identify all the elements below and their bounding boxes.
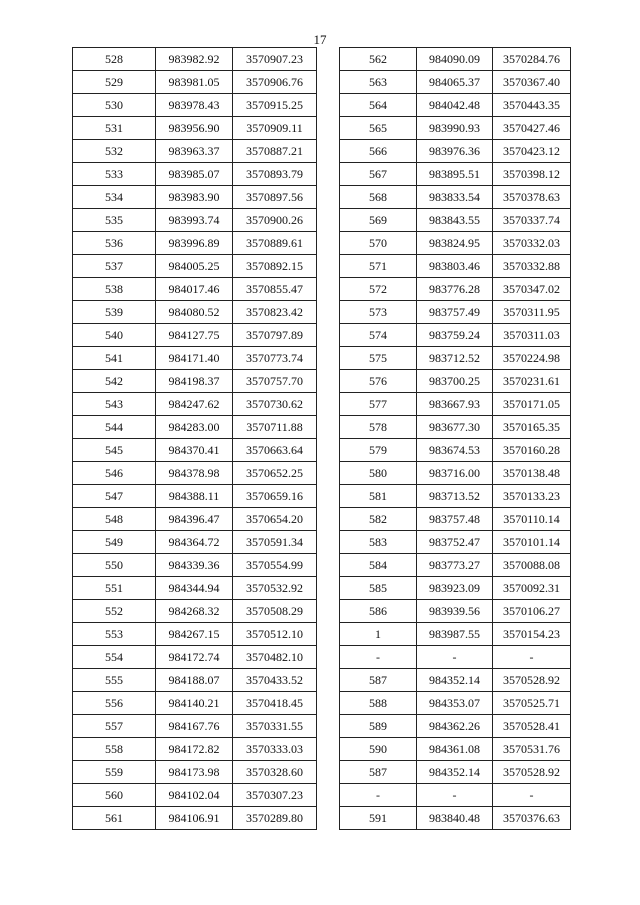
point-number-cell: 546: [73, 462, 156, 485]
x-coordinate-cell: 983981.05: [156, 71, 233, 94]
table-row: [73, 577, 317, 600]
y-coordinate-cell: 3570328.60: [233, 761, 317, 784]
table-row: [340, 761, 571, 784]
table-row: [340, 301, 571, 324]
y-coordinate-cell: 3570897.56: [233, 186, 317, 209]
y-coordinate-cell: 3570482.10: [233, 646, 317, 669]
y-coordinate-cell: 3570525.71: [493, 692, 571, 715]
x-coordinate-cell: 984172.82: [156, 738, 233, 761]
y-coordinate-cell: 3570289.80: [233, 807, 317, 830]
y-coordinate-cell: 3570231.61: [493, 370, 571, 393]
table-row: [340, 600, 571, 623]
point-number-cell: 550: [73, 554, 156, 577]
x-coordinate-cell: 983759.24: [417, 324, 493, 347]
x-coordinate-cell: 984198.37: [156, 370, 233, 393]
x-coordinate-cell: 984361.08: [417, 738, 493, 761]
table-row: [73, 761, 317, 784]
x-coordinate-cell: 984352.14: [417, 761, 493, 784]
point-number-cell: 534: [73, 186, 156, 209]
table-row: [340, 71, 571, 94]
y-coordinate-cell: 3570508.29: [233, 600, 317, 623]
y-coordinate-cell: 3570284.76: [493, 48, 571, 71]
y-coordinate-cell: 3570528.92: [493, 761, 571, 784]
page-number: 17: [313, 32, 327, 47]
table-row: [340, 692, 571, 715]
table-row: [73, 531, 317, 554]
x-coordinate-cell: 984188.07: [156, 669, 233, 692]
table-row: [73, 692, 317, 715]
x-coordinate-cell: 984362.26: [417, 715, 493, 738]
x-coordinate-cell: 983833.54: [417, 186, 493, 209]
point-number-cell: 587: [340, 761, 417, 784]
y-coordinate-cell: 3570427.46: [493, 117, 571, 140]
point-number-cell: -: [340, 784, 417, 807]
table-row: [340, 485, 571, 508]
table-row: [340, 48, 571, 71]
y-coordinate-cell: 3570106.27: [493, 600, 571, 623]
x-coordinate-cell: 984370.41: [156, 439, 233, 462]
x-coordinate-cell: 983982.92: [156, 48, 233, 71]
x-coordinate-cell: 984005.25: [156, 255, 233, 278]
x-coordinate-cell: 983840.48: [417, 807, 493, 830]
x-coordinate-cell: 984172.74: [156, 646, 233, 669]
x-coordinate-cell: 983752.47: [417, 531, 493, 554]
y-coordinate-cell: 3570909.11: [233, 117, 317, 140]
table-row: [73, 439, 317, 462]
x-coordinate-cell: 984106.91: [156, 807, 233, 830]
y-coordinate-cell: 3570224.98: [493, 347, 571, 370]
point-number-cell: 531: [73, 117, 156, 140]
point-number-cell: 529: [73, 71, 156, 94]
point-number-cell: 587: [340, 669, 417, 692]
x-coordinate-cell: 983990.93: [417, 117, 493, 140]
y-coordinate-cell: 3570906.76: [233, 71, 317, 94]
y-coordinate-cell: 3570652.25: [233, 462, 317, 485]
point-number-cell: 539: [73, 301, 156, 324]
point-number-cell: 535: [73, 209, 156, 232]
y-coordinate-cell: 3570423.12: [493, 140, 571, 163]
table-row: [340, 623, 571, 646]
table-row: [73, 623, 317, 646]
y-coordinate-cell: 3570154.23: [493, 623, 571, 646]
y-coordinate-cell: 3570311.03: [493, 324, 571, 347]
y-coordinate-cell: 3570088.08: [493, 554, 571, 577]
x-coordinate-cell: 984268.32: [156, 600, 233, 623]
y-coordinate-cell: 3570398.12: [493, 163, 571, 186]
y-coordinate-cell: 3570757.70: [233, 370, 317, 393]
table-row: [73, 94, 317, 117]
table-row: [73, 370, 317, 393]
y-coordinate-cell: -: [493, 784, 571, 807]
point-number-cell: 532: [73, 140, 156, 163]
y-coordinate-cell: 3570531.76: [493, 738, 571, 761]
y-coordinate-cell: 3570907.23: [233, 48, 317, 71]
y-coordinate-cell: 3570092.31: [493, 577, 571, 600]
x-coordinate-cell: 984247.62: [156, 393, 233, 416]
table-row: [73, 140, 317, 163]
point-number-cell: 553: [73, 623, 156, 646]
point-number-cell: 1: [340, 623, 417, 646]
x-coordinate-cell: 984339.36: [156, 554, 233, 577]
table-row: [73, 48, 317, 71]
y-coordinate-cell: 3570889.61: [233, 232, 317, 255]
y-coordinate-cell: 3570663.64: [233, 439, 317, 462]
point-number-cell: 591: [340, 807, 417, 830]
point-number-cell: 554: [73, 646, 156, 669]
x-coordinate-cell: 983983.90: [156, 186, 233, 209]
table-row: [73, 324, 317, 347]
y-coordinate-cell: 3570528.92: [493, 669, 571, 692]
point-number-cell: -: [340, 646, 417, 669]
y-coordinate-cell: 3570915.25: [233, 94, 317, 117]
x-coordinate-cell: 984127.75: [156, 324, 233, 347]
x-coordinate-cell: 983776.28: [417, 278, 493, 301]
table-row: [73, 807, 317, 830]
point-number-cell: 536: [73, 232, 156, 255]
point-number-cell: 588: [340, 692, 417, 715]
x-coordinate-cell: 984017.46: [156, 278, 233, 301]
x-coordinate-cell: 983713.52: [417, 485, 493, 508]
point-number-cell: 541: [73, 347, 156, 370]
table-row: [73, 600, 317, 623]
x-coordinate-cell: 984396.47: [156, 508, 233, 531]
x-coordinate-cell: 984065.37: [417, 71, 493, 94]
x-coordinate-cell: 983963.37: [156, 140, 233, 163]
point-number-cell: 544: [73, 416, 156, 439]
point-number-cell: 538: [73, 278, 156, 301]
point-number-cell: 568: [340, 186, 417, 209]
table-row: [340, 439, 571, 462]
point-number-cell: 586: [340, 600, 417, 623]
table-row: [340, 646, 571, 669]
table-row: [73, 232, 317, 255]
table-row: [73, 117, 317, 140]
y-coordinate-cell: 3570892.15: [233, 255, 317, 278]
table-row: [73, 485, 317, 508]
table-row: [340, 370, 571, 393]
x-coordinate-cell: 983993.74: [156, 209, 233, 232]
table-row: [340, 738, 571, 761]
y-coordinate-cell: 3570171.05: [493, 393, 571, 416]
y-coordinate-cell: 3570332.03: [493, 232, 571, 255]
x-coordinate-cell: 983667.93: [417, 393, 493, 416]
y-coordinate-cell: 3570337.74: [493, 209, 571, 232]
table-row: [340, 163, 571, 186]
table-row: [340, 232, 571, 255]
table-row: [340, 508, 571, 531]
x-coordinate-cell: 984364.72: [156, 531, 233, 554]
table-row: [73, 163, 317, 186]
y-coordinate-cell: 3570110.14: [493, 508, 571, 531]
table-row: [340, 255, 571, 278]
point-number-cell: 575: [340, 347, 417, 370]
y-coordinate-cell: 3570797.89: [233, 324, 317, 347]
y-coordinate-cell: 3570101.14: [493, 531, 571, 554]
point-number-cell: 566: [340, 140, 417, 163]
x-coordinate-cell: 984167.76: [156, 715, 233, 738]
y-coordinate-cell: 3570443.35: [493, 94, 571, 117]
x-coordinate-cell: 983978.43: [156, 94, 233, 117]
table-row: [340, 531, 571, 554]
x-coordinate-cell: 983757.49: [417, 301, 493, 324]
y-coordinate-cell: 3570138.48: [493, 462, 571, 485]
right-coordinate-table: [339, 47, 571, 830]
x-coordinate-cell: 984171.40: [156, 347, 233, 370]
point-number-cell: 564: [340, 94, 417, 117]
x-coordinate-cell: 983976.36: [417, 140, 493, 163]
table-row: [340, 462, 571, 485]
point-number-cell: 580: [340, 462, 417, 485]
point-number-cell: 576: [340, 370, 417, 393]
x-coordinate-cell: 983677.30: [417, 416, 493, 439]
point-number-cell: 579: [340, 439, 417, 462]
table-row: [340, 209, 571, 232]
point-number-cell: 557: [73, 715, 156, 738]
table-row: [73, 393, 317, 416]
y-coordinate-cell: 3570332.88: [493, 255, 571, 278]
x-coordinate-cell: 983985.07: [156, 163, 233, 186]
y-coordinate-cell: 3570532.92: [233, 577, 317, 600]
point-number-cell: 589: [340, 715, 417, 738]
y-coordinate-cell: 3570591.34: [233, 531, 317, 554]
point-number-cell: 548: [73, 508, 156, 531]
x-coordinate-cell: 983674.53: [417, 439, 493, 462]
x-coordinate-cell: 983757.48: [417, 508, 493, 531]
point-number-cell: 585: [340, 577, 417, 600]
x-coordinate-cell: -: [417, 646, 493, 669]
point-number-cell: 528: [73, 48, 156, 71]
x-coordinate-cell: 983987.55: [417, 623, 493, 646]
y-coordinate-cell: 3570160.28: [493, 439, 571, 462]
table-row: [73, 301, 317, 324]
table-row: [73, 347, 317, 370]
x-coordinate-cell: 983956.90: [156, 117, 233, 140]
x-coordinate-cell: 984080.52: [156, 301, 233, 324]
point-number-cell: 547: [73, 485, 156, 508]
y-coordinate-cell: 3570512.10: [233, 623, 317, 646]
x-coordinate-cell: 984378.98: [156, 462, 233, 485]
table-row: [340, 416, 571, 439]
left-coordinate-table: [72, 47, 317, 830]
x-coordinate-cell: 984283.00: [156, 416, 233, 439]
table-row: [73, 508, 317, 531]
y-coordinate-cell: 3570711.88: [233, 416, 317, 439]
point-number-cell: 556: [73, 692, 156, 715]
point-number-cell: 582: [340, 508, 417, 531]
y-coordinate-cell: 3570654.20: [233, 508, 317, 531]
x-coordinate-cell: 983803.46: [417, 255, 493, 278]
table-row: [73, 71, 317, 94]
table-row: [340, 140, 571, 163]
table-row: [340, 554, 571, 577]
x-coordinate-cell: 983712.52: [417, 347, 493, 370]
point-number-cell: 542: [73, 370, 156, 393]
x-coordinate-cell: 983895.51: [417, 163, 493, 186]
point-number-cell: 549: [73, 531, 156, 554]
y-coordinate-cell: 3570165.35: [493, 416, 571, 439]
table-row: [340, 784, 571, 807]
table-row: [73, 186, 317, 209]
table-row: [73, 209, 317, 232]
y-coordinate-cell: 3570730.62: [233, 393, 317, 416]
table-row: [73, 738, 317, 761]
y-coordinate-cell: 3570347.02: [493, 278, 571, 301]
x-coordinate-cell: 984344.94: [156, 577, 233, 600]
point-number-cell: 590: [340, 738, 417, 761]
y-coordinate-cell: 3570333.03: [233, 738, 317, 761]
y-coordinate-cell: 3570418.45: [233, 692, 317, 715]
point-number-cell: 577: [340, 393, 417, 416]
point-number-cell: 571: [340, 255, 417, 278]
point-number-cell: 561: [73, 807, 156, 830]
point-number-cell: 543: [73, 393, 156, 416]
y-coordinate-cell: 3570331.55: [233, 715, 317, 738]
x-coordinate-cell: 983923.09: [417, 577, 493, 600]
x-coordinate-cell: 983996.89: [156, 232, 233, 255]
x-coordinate-cell: 984388.11: [156, 485, 233, 508]
point-number-cell: 574: [340, 324, 417, 347]
y-coordinate-cell: 3570887.21: [233, 140, 317, 163]
point-number-cell: 551: [73, 577, 156, 600]
table-row: [340, 278, 571, 301]
point-number-cell: 565: [340, 117, 417, 140]
table-row: [340, 324, 571, 347]
x-coordinate-cell: 984173.98: [156, 761, 233, 784]
point-number-cell: 558: [73, 738, 156, 761]
table-row: [340, 577, 571, 600]
point-number-cell: 562: [340, 48, 417, 71]
point-number-cell: 584: [340, 554, 417, 577]
x-coordinate-cell: 984042.48: [417, 94, 493, 117]
table-row: [73, 462, 317, 485]
point-number-cell: 578: [340, 416, 417, 439]
x-coordinate-cell: 983939.56: [417, 600, 493, 623]
point-number-cell: 573: [340, 301, 417, 324]
x-coordinate-cell: 984102.04: [156, 784, 233, 807]
y-coordinate-cell: 3570900.26: [233, 209, 317, 232]
y-coordinate-cell: 3570855.47: [233, 278, 317, 301]
table-row: [73, 715, 317, 738]
y-coordinate-cell: 3570773.74: [233, 347, 317, 370]
y-coordinate-cell: 3570823.42: [233, 301, 317, 324]
point-number-cell: 555: [73, 669, 156, 692]
x-coordinate-cell: 983824.95: [417, 232, 493, 255]
table-row: [73, 784, 317, 807]
y-coordinate-cell: -: [493, 646, 571, 669]
table-row: [340, 186, 571, 209]
x-coordinate-cell: 983700.25: [417, 370, 493, 393]
point-number-cell: 567: [340, 163, 417, 186]
table-row: [340, 94, 571, 117]
point-number-cell: 540: [73, 324, 156, 347]
point-number-cell: 560: [73, 784, 156, 807]
x-coordinate-cell: 984352.14: [417, 669, 493, 692]
table-row: [340, 347, 571, 370]
table-row: [340, 117, 571, 140]
point-number-cell: 545: [73, 439, 156, 462]
y-coordinate-cell: 3570433.52: [233, 669, 317, 692]
y-coordinate-cell: 3570528.41: [493, 715, 571, 738]
point-number-cell: 570: [340, 232, 417, 255]
table-row: [340, 715, 571, 738]
table-row: [340, 393, 571, 416]
x-coordinate-cell: -: [417, 784, 493, 807]
x-coordinate-cell: 984267.15: [156, 623, 233, 646]
x-coordinate-cell: 983773.27: [417, 554, 493, 577]
y-coordinate-cell: 3570311.95: [493, 301, 571, 324]
x-coordinate-cell: 983843.55: [417, 209, 493, 232]
table-row: [73, 669, 317, 692]
y-coordinate-cell: 3570378.63: [493, 186, 571, 209]
x-coordinate-cell: 984090.09: [417, 48, 493, 71]
point-number-cell: 572: [340, 278, 417, 301]
table-row: [73, 416, 317, 439]
point-number-cell: 559: [73, 761, 156, 784]
point-number-cell: 563: [340, 71, 417, 94]
y-coordinate-cell: 3570133.23: [493, 485, 571, 508]
point-number-cell: 533: [73, 163, 156, 186]
y-coordinate-cell: 3570376.63: [493, 807, 571, 830]
y-coordinate-cell: 3570893.79: [233, 163, 317, 186]
point-number-cell: 552: [73, 600, 156, 623]
y-coordinate-cell: 3570367.40: [493, 71, 571, 94]
x-coordinate-cell: 984353.07: [417, 692, 493, 715]
y-coordinate-cell: 3570554.99: [233, 554, 317, 577]
y-coordinate-cell: 3570659.16: [233, 485, 317, 508]
x-coordinate-cell: 983716.00: [417, 462, 493, 485]
point-number-cell: 583: [340, 531, 417, 554]
point-number-cell: 569: [340, 209, 417, 232]
point-number-cell: 530: [73, 94, 156, 117]
table-row: [73, 278, 317, 301]
y-coordinate-cell: 3570307.23: [233, 784, 317, 807]
table-row: [340, 669, 571, 692]
point-number-cell: 537: [73, 255, 156, 278]
point-number-cell: 581: [340, 485, 417, 508]
table-row: [73, 554, 317, 577]
table-row: [73, 646, 317, 669]
table-row: [73, 255, 317, 278]
table-row: [340, 807, 571, 830]
x-coordinate-cell: 984140.21: [156, 692, 233, 715]
